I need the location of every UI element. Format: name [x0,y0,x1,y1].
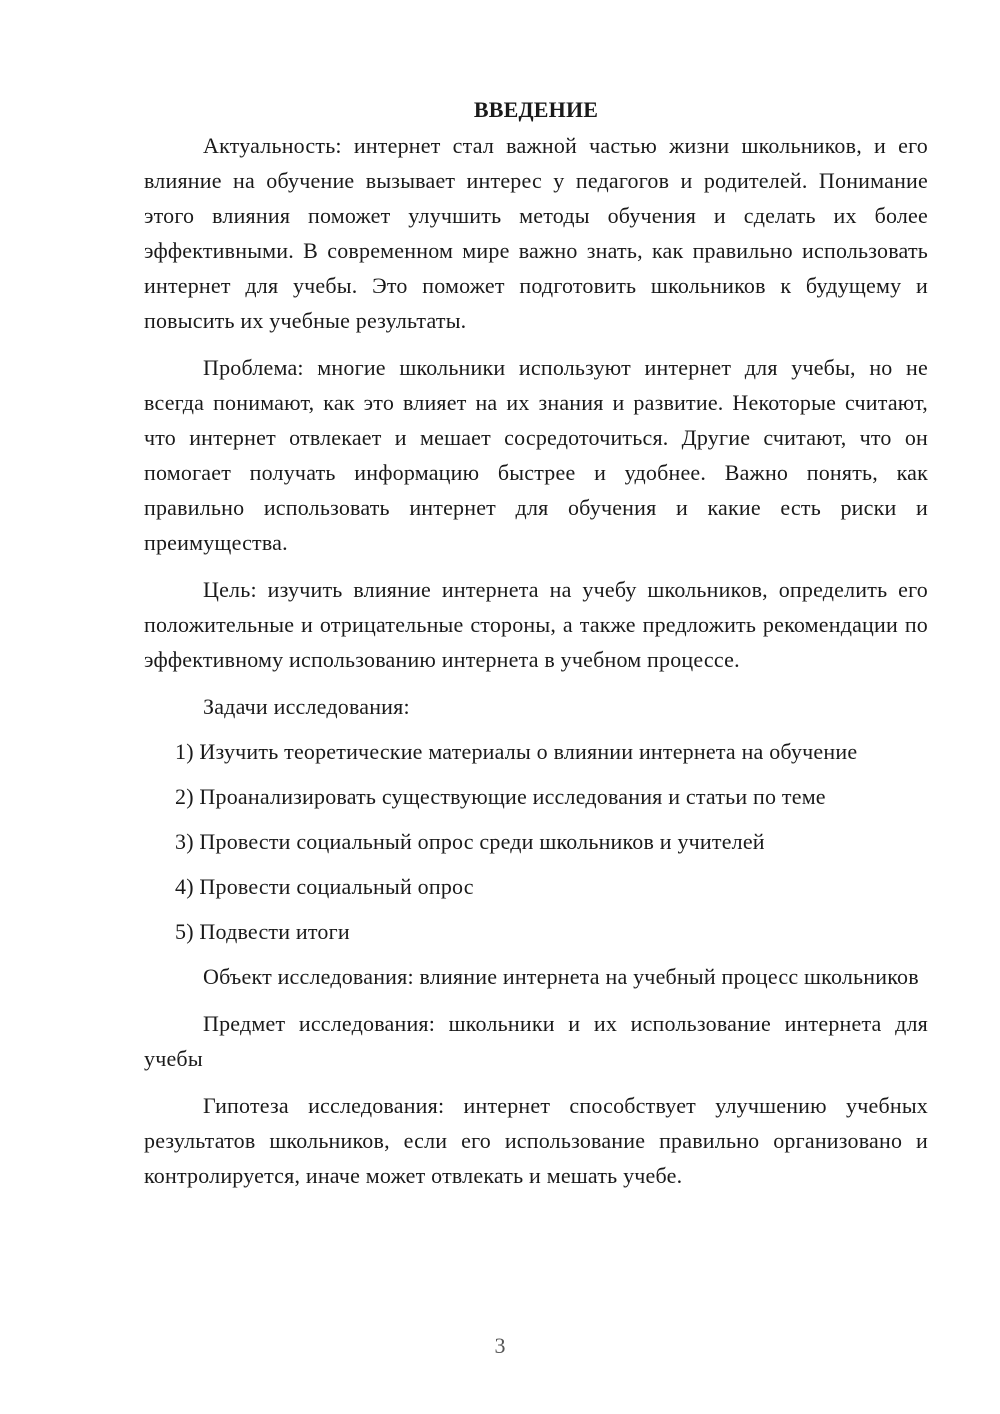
paragraph-goal: Цель: изучить влияние интернета на учебу школьников, определить его положительные и отрицательные стороны, а также предложить рекомендации по эффективному использованию интернета в учебном процессе. [144,577,928,672]
task-item: 2) Проанализировать существующие исследования и статьи по теме [175,784,826,809]
task-item: 3) Провести социальный опрос среди школьников и учителей [175,829,765,854]
task-item: 4) Провести социальный опрос [175,874,474,899]
task-item: 1) Изучить теоретические материалы о влиянии интернета на обучение [175,739,858,764]
paragraph-hypothesis: Гипотеза исследования: интернет способствует улучшению учебных результатов школьников, если его использование правильно организовано и контролируется, иначе может отвлекать и мешать учебе. [144,1093,928,1188]
page-content [144,92,928,1205]
page-number: 3 [494,1333,506,1358]
paragraph-problem: Проблема: многие школьники используют интернет для учебы, но не всегда понимают, как это влияет на их знания и развитие. Некоторые считают, что интернет отвлекает и мешает сосредоточиться. Другие считают, что он помогает получать информацию быстрее и удобнее. Важно понять, как правильно использовать интернет для обучения и какие есть риски и преимущества. [144,355,928,555]
section-title: ВВЕДЕНИЕ [473,97,599,122]
paragraph-subject: Предмет исследования: школьники и их использование интернета для учебы [144,1011,928,1071]
paragraph-relevance: Актуальность: интернет стал важной частью жизни школьников, и его влияние на обучение вызывает интерес у педагогов и родителей. Понимание этого влияния поможет улучшить методы обучения и сделать их более эффективными. В современном мире важно знать, как правильно использовать интернет для учебы. Это поможет подготовить школьников к будущему и повысить их учебные результаты. [144,133,928,333]
task-item: 5) Подвести итоги [175,919,350,944]
tasks-heading: Задачи исследования: [203,694,410,719]
paragraph-object: Объект исследования: влияние интернета на учебный процесс школьников [203,964,919,989]
